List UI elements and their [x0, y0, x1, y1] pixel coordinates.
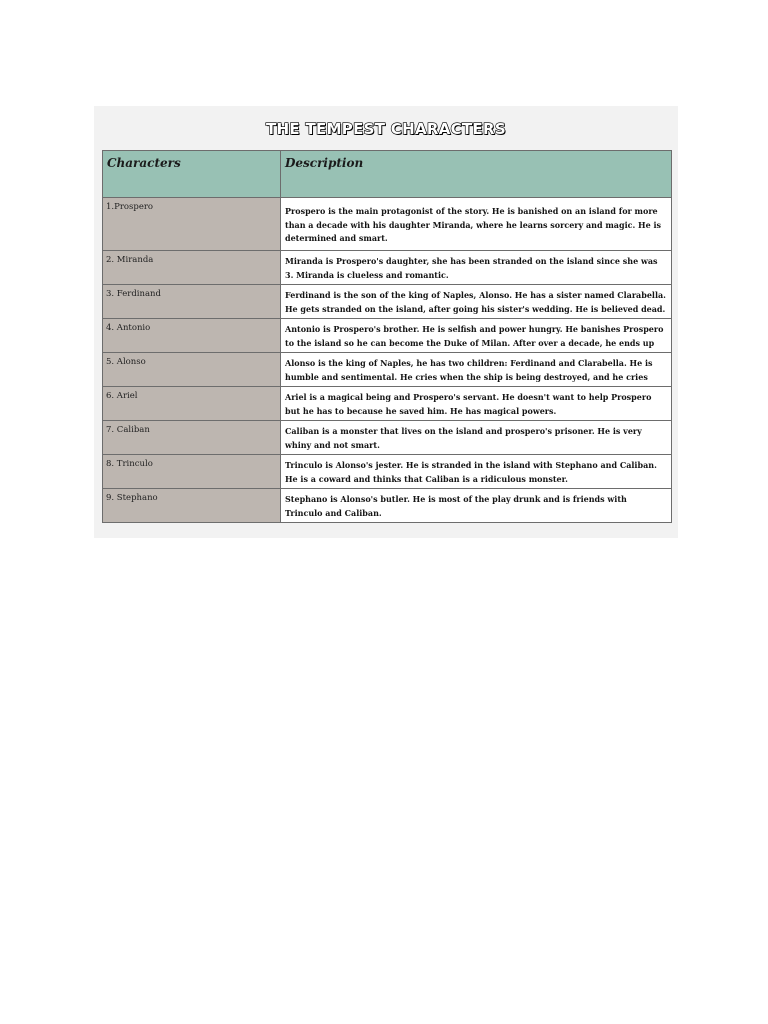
- character-name-cell: 1.Prospero: [103, 198, 281, 251]
- table-row: [103, 455, 672, 489]
- character-description-cell: Ferdinand is the son of the king of Naples, Alonso. He has a sister named Clarabella. He gets stranded on the island, after going his sister's wedding. He is believed dead.: [281, 285, 672, 319]
- character-name-cell: 9. Stephano: [103, 489, 281, 523]
- table-header-row: [103, 151, 672, 198]
- table-row: [103, 285, 672, 319]
- table-row: [103, 421, 672, 455]
- document-title: THE TEMPEST CHARACTERS: [266, 120, 506, 138]
- table-row: [103, 489, 672, 523]
- character-name-cell: 2. Miranda: [103, 251, 281, 285]
- character-description-cell: Prospero is the main protagonist of the story. He is banished on an island for more than a decade with his daughter Miranda, where he learns sorcery and magic. He is determined and smart.: [281, 198, 672, 251]
- character-name-cell: 6. Ariel: [103, 387, 281, 421]
- table-row: [103, 353, 672, 387]
- character-name-cell: 3. Ferdinand: [103, 285, 281, 319]
- character-description-cell: Antonio is Prospero's brother. He is selfish and power hungry. He banishes Prospero to the island so he can become the Duke of Milan. After over a decade, he ends up: [281, 319, 672, 353]
- header-characters: Characters: [103, 151, 281, 198]
- character-description-cell: Miranda is Prospero's daughter, she has been stranded on the island since she was 3. Miranda is clueless and romantic.: [281, 251, 672, 285]
- table-row: [103, 387, 672, 421]
- table-row: [103, 251, 672, 285]
- header-description: Description: [281, 151, 672, 198]
- character-description-cell: Stephano is Alonso's butler. He is most of the play drunk and is friends with Trinculo and Caliban.: [281, 489, 672, 523]
- character-description-cell: Alonso is the king of Naples, he has two children: Ferdinand and Clarabella. He is humble and sentimental. He cries when the ship is being destroyed, and he cries: [281, 353, 672, 387]
- characters-table: [102, 150, 672, 523]
- table-row: [103, 198, 672, 251]
- character-name-cell: 4. Antonio: [103, 319, 281, 353]
- character-description-cell: Trinculo is Alonso's jester. He is stranded in the island with Stephano and Caliban. He is a coward and thinks that Caliban is a ridiculous monster.: [281, 455, 672, 489]
- character-name-cell: 7. Caliban: [103, 421, 281, 455]
- character-description-cell: Caliban is a monster that lives on the island and prospero's prisoner. He is very whiny and not smart.: [281, 421, 672, 455]
- character-description-cell: Ariel is a magical being and Prospero's servant. He doesn't want to help Prospero but he has to because he saved him. He has magical powers.: [281, 387, 672, 421]
- character-name-cell: 8. Trinculo: [103, 455, 281, 489]
- table-row: [103, 319, 672, 353]
- character-name-cell: 5. Alonso: [103, 353, 281, 387]
